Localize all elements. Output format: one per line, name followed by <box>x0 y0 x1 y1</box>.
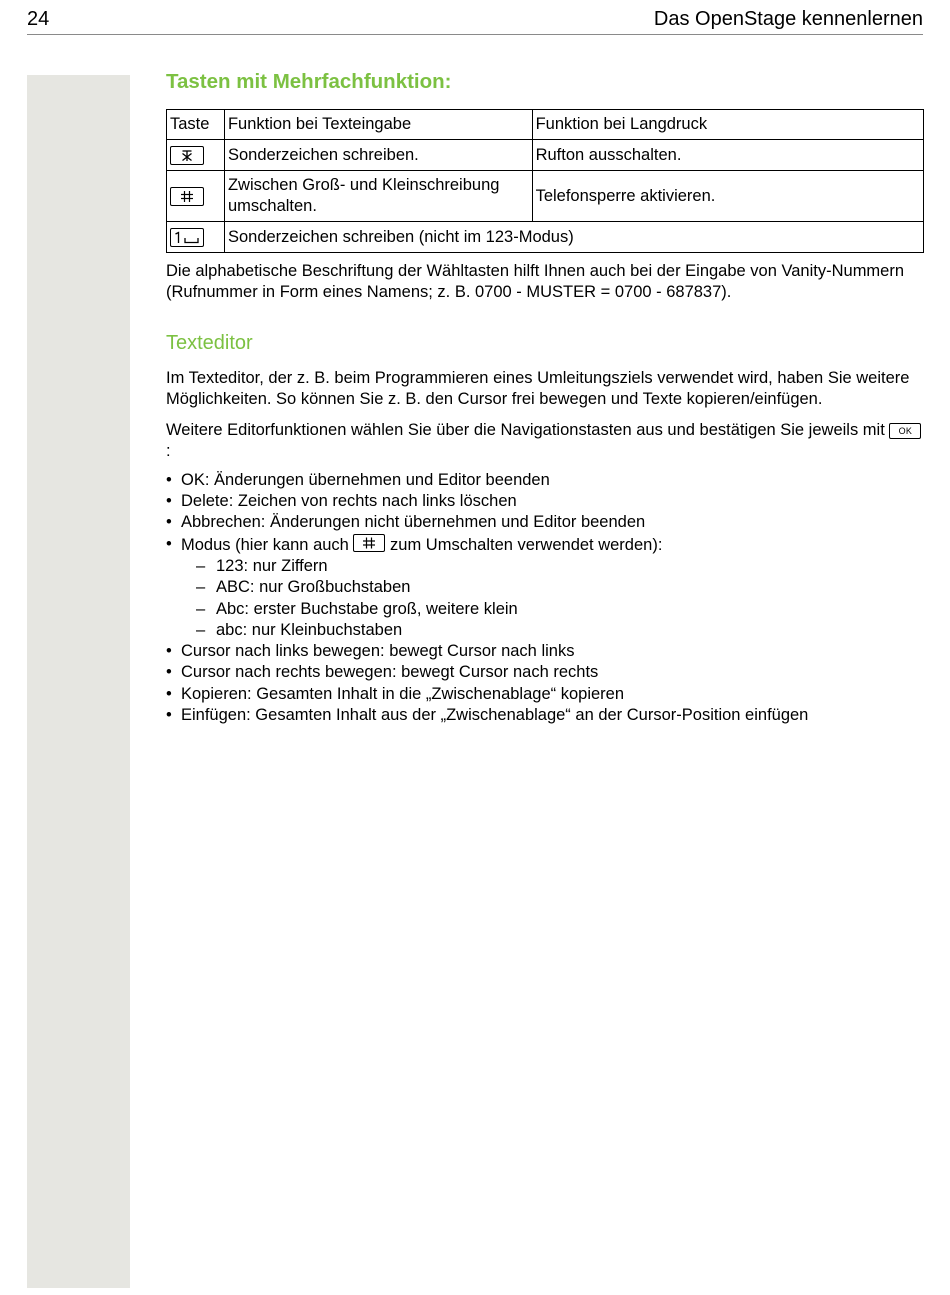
list-item: – ABC: nur Großbuchstaben <box>181 577 924 598</box>
list-item: • OK: Änderungen übernehmen und Editor beenden <box>166 470 924 491</box>
page-header <box>27 6 923 35</box>
column-header-text-input: Funktion bei Texteingabe <box>224 110 532 140</box>
column-header-long-press: Funktion bei Langdruck <box>532 110 923 140</box>
text-input-cell: Zwischen Groß- und Kleinschreibung umschalten. <box>224 171 532 222</box>
editor-functions-lead-text: Weitere Editorfunktionen wählen Sie über die Navigationstasten aus und bestätigen Sie jeweils mit <box>166 421 885 440</box>
long-press-cell: Telefonsperre aktivieren. <box>532 171 923 222</box>
text-input-cell: Sonderzeichen schreiben (nicht im 123-Modus) <box>224 222 923 253</box>
key-cell <box>167 222 225 253</box>
list-item: – Abc: erster Buchstabe groß, weitere klein <box>181 599 924 620</box>
texteditor-heading: Texteditor <box>166 331 253 354</box>
list-item: • Cursor nach rechts bewegen: bewegt Cursor nach rechts <box>166 662 924 683</box>
asterisk-key-icon <box>170 146 204 165</box>
section-heading: Tasten mit Mehrfachfunktion: <box>166 70 452 93</box>
long-press-cell: Rufton ausschalten. <box>532 140 923 171</box>
page-content <box>166 68 924 726</box>
texteditor-intro: Im Texteditor, der z. B. beim Programmieren eines Umleitungsziels verwendet wird, haben Sie weitere Möglichkeiten. So können Sie z. B. den Cursor frei bewegen und Texte kopieren/einfügen. <box>166 368 910 408</box>
editor-functions-lead-colon: : <box>166 442 171 461</box>
mode-item-text-after: zum Umschalten verwendet werden): <box>390 535 663 554</box>
list-item: – abc: nur Kleinbuchstaben <box>181 620 924 641</box>
list-item: • Kopieren: Gesamten Inhalt in die „Zwischenablage“ kopieren <box>166 684 924 705</box>
column-header-key: Taste <box>167 110 225 140</box>
table-row <box>167 171 924 222</box>
key-function-table <box>166 109 924 253</box>
editor-functions-lead <box>166 420 924 463</box>
list-item: – 123: nur Ziffern <box>181 556 924 577</box>
table-row <box>167 140 924 171</box>
list-item: • Cursor nach links bewegen: bewegt Cursor nach links <box>166 641 924 662</box>
list-item: • Abbrechen: Änderungen nicht übernehmen und Editor beenden <box>166 512 924 533</box>
page-number: 24 <box>27 8 50 30</box>
key-cell <box>167 171 225 222</box>
key-cell <box>167 140 225 171</box>
hash-key-icon <box>170 187 204 206</box>
table-header-row <box>167 110 924 140</box>
margin-bar <box>27 75 130 1288</box>
list-item-mode <box>166 534 924 641</box>
mode-sublist <box>181 556 924 641</box>
text-input-cell: Sonderzeichen schreiben. <box>224 140 532 171</box>
table-row <box>167 222 924 253</box>
editor-function-list <box>166 470 924 727</box>
vanity-note: Die alphabetische Beschriftung der Wähltasten hilft Ihnen auch bei der Eingabe von Vanity-Nummern (Rufnummer in Form eines Namens; z. B. 0700 - MUSTER = 0700 - 687837). <box>166 262 905 302</box>
ok-key-icon: OK <box>889 423 921 439</box>
one-space-key-icon <box>170 228 204 247</box>
list-item: • Delete: Zeichen von rechts nach links löschen <box>166 491 924 512</box>
mode-item-text-before: Modus (hier kann auch <box>181 535 349 554</box>
running-title: Das OpenStage kennenlernen <box>653 8 923 30</box>
list-item: • Einfügen: Gesamten Inhalt aus der „Zwischenablage“ an der Cursor-Position einfügen <box>166 705 924 726</box>
hash-key-icon <box>353 534 385 552</box>
